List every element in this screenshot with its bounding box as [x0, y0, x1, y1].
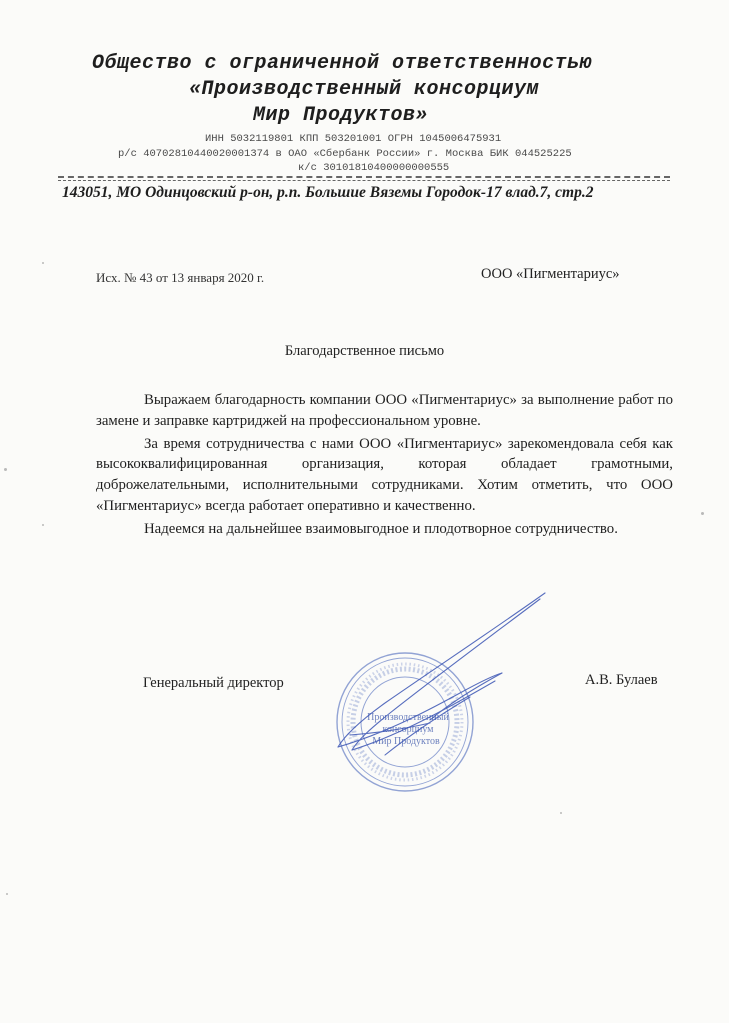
org-name-line-1: Общество с ограниченной ответственностью [92, 52, 593, 75]
stamp-line-1: Производственный [367, 712, 449, 723]
scan-speck [42, 524, 44, 526]
requisites-line-3: к/с 30101810400000000555 [298, 162, 450, 174]
handwritten-signature [290, 585, 550, 785]
letter-title: Благодарственное письмо [284, 343, 445, 359]
body-paragraph: Выражаем благодарность компании ООО «Пигментариус» за выполнение работ по замене и заправке картриджей на профессиональном уровне. [96, 392, 673, 429]
header-divider-lower [58, 180, 670, 181]
scan-speck [6, 893, 8, 895]
company-address: 143051, МО Одинцовский р-он, р.п. Большие Вяземы Городок-17 влад.7, стр.2 [62, 184, 594, 201]
org-name-line-2: «Производственный консорциум [189, 78, 540, 101]
signer-position: Генеральный директор [143, 675, 284, 691]
outgoing-reference: Исх. № 43 от 13 января 2020 г. [96, 270, 265, 285]
body-paragraph: За время сотрудничества с нами ООО «Пигментариус» зарекомендовала себя как высококвалифицированная организация, которая обладает грамотными, доброжелательными, исполнительными сотрудниками. Хотим отметить, что ООО «Пигментариус» всегда работает оперативно и качественно. [96, 435, 673, 514]
stamp-line-2: консорциум [382, 724, 434, 735]
scan-speck [560, 812, 562, 814]
header-divider [58, 176, 670, 178]
letter-body [96, 390, 673, 542]
recipient: ООО «Пигментариус» [481, 266, 620, 282]
body-paragraph: Надеемся на дальнейшее взаимовыгодное и плодотворное сотрудничество. [144, 520, 618, 537]
signer-name: А.В. Булаев [585, 672, 658, 688]
scan-speck [42, 262, 44, 264]
requisites-line-2: р/с 40702810440020001374 в ОАО «Сбербанк России» г. Москва БИК 044525225 [118, 148, 572, 160]
scan-speck [4, 468, 7, 471]
requisites-line-1: ИНН 5032119801 КПП 503201001 ОГРН 1045006475931 [205, 133, 502, 145]
stamp-line-3: Мир Продуктов [372, 736, 440, 747]
org-name-line-3: Мир Продуктов» [253, 104, 429, 127]
scan-speck [701, 512, 704, 515]
